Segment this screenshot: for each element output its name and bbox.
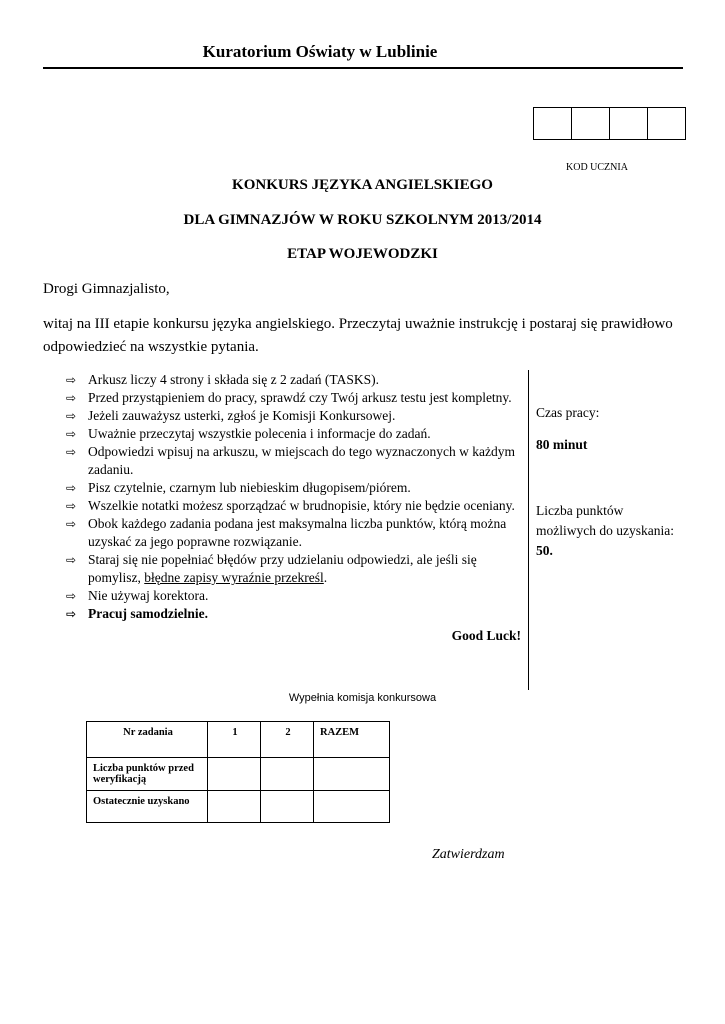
good-luck: Good Luck! (451, 628, 521, 643)
table-row (87, 791, 390, 823)
instruction-item: ⇨ Arkusz liczy 4 strony i składa się z 2 zadań (TASKS). (66, 372, 379, 387)
arrow-right-outline-icon: ⇨ (66, 445, 77, 459)
header-title: Kuratorium Oświaty w Lublinie (202, 42, 438, 61)
row-label: Ostatecznie uzyskano (87, 791, 208, 823)
arrow-right-outline-icon: ⇨ (66, 409, 77, 423)
student-code-box[interactable] (609, 108, 647, 139)
student-code-box[interactable] (571, 108, 609, 139)
header-task-2: 2 (261, 722, 314, 758)
arrow-right-outline-icon: ⇨ (66, 607, 77, 621)
arrow-right-outline-icon: ⇨ (66, 589, 77, 603)
intro-text: witaj na III etapie konkursu języka angielskiego. Przeczytaj uważnie instrukcję i postaraj się prawidłowo odpowiedzieć na wszystkie pytania. (43, 316, 673, 355)
header-task-number: Nr zadania (87, 722, 208, 758)
arrow-right-outline-icon: ⇨ (66, 391, 77, 405)
score-cell[interactable] (208, 758, 261, 791)
instruction-item: ⇨ Przed przystąpieniem do pracy, sprawdź czy Twój arkusz testu jest kompletny. (66, 390, 512, 405)
header-total: RAZEM (314, 722, 390, 758)
score-cell[interactable] (208, 791, 261, 823)
arrow-right-outline-icon: ⇨ (66, 499, 77, 513)
student-code-label: KOD UCZNIA (566, 162, 628, 173)
student-code-box[interactable] (534, 108, 571, 139)
score-cell[interactable] (261, 791, 314, 823)
instruction-item: ⇨ Nie używaj korektora. (66, 588, 209, 603)
instruction-item: ⇨ Uważnie przeczytaj wszystkie polecenia i informacje do zadań. (66, 426, 431, 441)
instruction-item: ⇨ Pisz czytelnie, czarnym lub niebieskim długopisem/piórem. (66, 480, 411, 495)
header-task-1: 1 (208, 722, 261, 758)
time-label: Czas pracy: (536, 405, 600, 420)
score-cell[interactable] (261, 758, 314, 791)
score-cell[interactable] (314, 758, 390, 791)
student-code-boxes (533, 107, 686, 140)
instruction-item: ⇨ Wszelkie notatki możesz sporządzać w brudnopisie, który nie będzie oceniany. (66, 498, 515, 513)
header-divider (43, 67, 683, 69)
arrow-right-outline-icon: ⇨ (66, 373, 77, 387)
approve-label: Zatwierdzam (432, 847, 505, 862)
score-table-header-row (87, 722, 390, 758)
commission-label: Wypełnia komisja konkursowa (288, 692, 437, 704)
title-line-2: DLA GIMNAZJÓW W ROKU SZKOLNYM 2013/2014 (183, 212, 542, 228)
title-line-1: KONKURS JĘZYKA ANGIELSKIEGO (232, 177, 493, 193)
score-table (86, 721, 390, 823)
arrow-right-outline-icon: ⇨ (66, 517, 77, 531)
side-divider (528, 370, 529, 690)
instructions-list (66, 371, 521, 645)
instruction-item: ⇨ Obok każdego zadania podana jest maksymalna liczba punktów, którą można uzyskać za jego poprawne rozwiązanie. (66, 516, 507, 549)
points-value: 50. (536, 543, 553, 558)
greeting: Drogi Gimnazjalisto, (43, 281, 170, 297)
arrow-right-outline-icon: ⇨ (66, 481, 77, 495)
table-row (87, 758, 390, 791)
title-line-3: ETAP WOJEWODZKI (287, 246, 438, 262)
score-cell[interactable] (314, 791, 390, 823)
instruction-item-bold: ⇨ Pracuj samodzielnie. (66, 606, 208, 621)
arrow-right-outline-icon: ⇨ (66, 553, 77, 567)
instruction-item: ⇨ Odpowiedzi wpisuj na arkuszu, w miejscach do tego wyznaczonych w każdym zadaniu. (66, 444, 515, 477)
points-label: Liczba punktów możliwych do uzyskania: (536, 503, 674, 538)
points-info (536, 501, 686, 561)
instruction-item: ⇨ Staraj się nie popełniać błędów przy udzielaniu odpowiedzi, ale jeśli się pomylisz, błędne zapisy wyraźnie przekreśl. (66, 552, 477, 585)
time-value: 80 minut (536, 437, 588, 452)
row-label: Liczba punktów przed weryfikacją (87, 758, 208, 791)
student-code-box[interactable] (647, 108, 685, 139)
arrow-right-outline-icon: ⇨ (66, 427, 77, 441)
underlined-instruction: błędne zapisy wyraźnie przekreśl (144, 570, 324, 585)
instruction-item: ⇨ Jeżeli zauważysz usterki, zgłoś je Komisji Konkursowej. (66, 408, 396, 423)
